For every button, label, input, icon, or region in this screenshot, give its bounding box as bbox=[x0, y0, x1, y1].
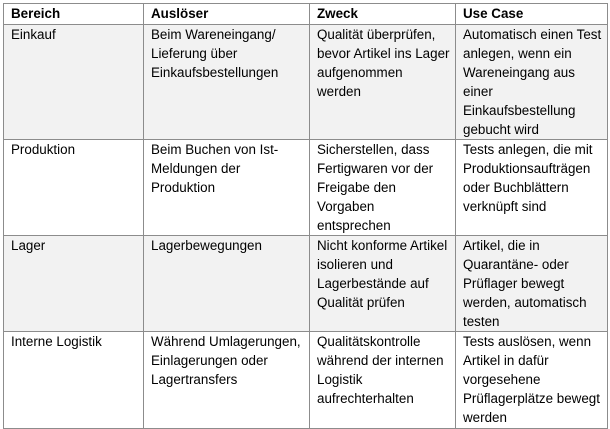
cell-use-case: Artikel, die in Quarantäne- oder Prüflager bewegt werden, automatisch testen bbox=[456, 236, 608, 332]
header-use-case: Use Case bbox=[456, 4, 608, 25]
header-zweck: Zweck bbox=[310, 4, 456, 25]
table-row bbox=[4, 140, 608, 236]
cell-bereich: Lager bbox=[4, 236, 144, 332]
table-header-row bbox=[4, 4, 608, 25]
cell-use-case: Automatisch einen Test anlegen, wenn ein Wareneingang aus einer Einkaufsbestellung gebucht wird bbox=[456, 25, 608, 140]
quality-test-table bbox=[3, 3, 608, 429]
cell-ausloeser: Lagerbewegungen bbox=[144, 236, 310, 332]
header-bereich: Bereich bbox=[4, 4, 144, 25]
cell-use-case: Tests auslösen, wenn Artikel in dafür vorgesehene Prüflagerplätze bewegt werden bbox=[456, 332, 608, 429]
cell-zweck: Nicht konforme Artikel isolieren und Lagerbestände auf Qualität prüfen bbox=[310, 236, 456, 332]
cell-zweck: Sicherstellen, dass Fertigwaren vor der Freigabe den Vorgaben entsprechen bbox=[310, 140, 456, 236]
table-row bbox=[4, 236, 608, 332]
cell-bereich: Interne Logistik bbox=[4, 332, 144, 429]
cell-ausloeser: Beim Buchen von Ist-Meldungen der Produktion bbox=[144, 140, 310, 236]
cell-bereich: Produktion bbox=[4, 140, 144, 236]
header-ausloeser: Auslöser bbox=[144, 4, 310, 25]
cell-ausloeser: Während Umlagerungen, Einlagerungen oder Lagertransfers bbox=[144, 332, 310, 429]
table-row bbox=[4, 332, 608, 429]
cell-bereich: Einkauf bbox=[4, 25, 144, 140]
cell-ausloeser: Beim Wareneingang/ Lieferung über Einkaufsbestellungen bbox=[144, 25, 310, 140]
cell-zweck: Qualität überprüfen, bevor Artikel ins Lager aufgenommen werden bbox=[310, 25, 456, 140]
cell-zweck: Qualitätskontrolle während der internen Logistik aufrechterhalten bbox=[310, 332, 456, 429]
cell-use-case: Tests anlegen, die mit Produktionsaufträgen oder Buchblättern verknüpft sind bbox=[456, 140, 608, 236]
table-row bbox=[4, 25, 608, 140]
